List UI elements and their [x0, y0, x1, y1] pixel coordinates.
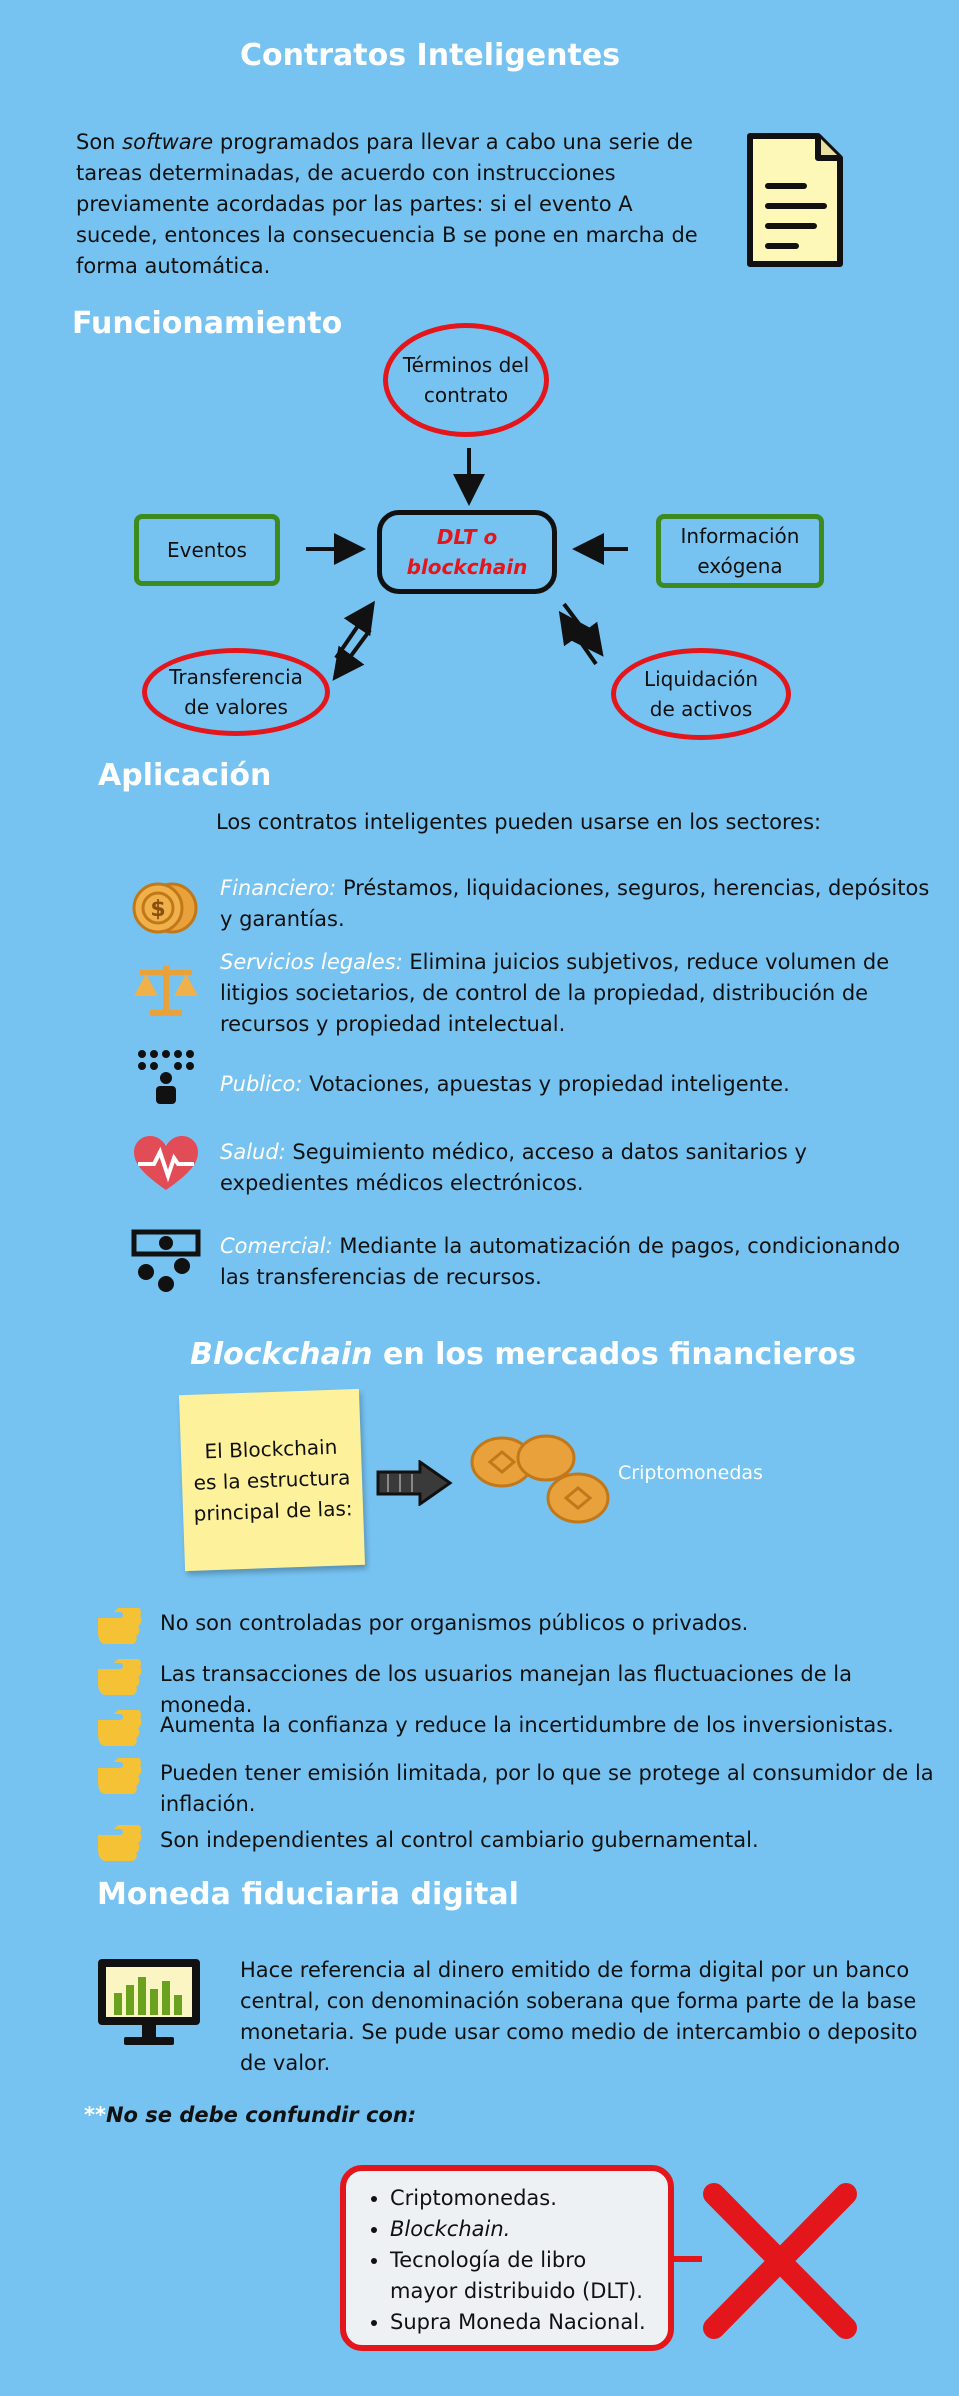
monitor-chart-icon [94, 1955, 204, 2049]
liquidacion-node: Liquidación de activos [611, 648, 791, 740]
funcionamiento-heading: Funcionamiento [72, 306, 343, 341]
fiduciaria-text: Hace referencia al dinero emitido de forma digital por un banco central, con denominación soberana que forma parte de la base monetaria. Se pude usar como medio de intercambio o deposito de valor. [240, 1958, 918, 2075]
page-title: Contratos Inteligentes [239, 38, 621, 73]
terms-node: Términos del contrato [383, 323, 549, 437]
sector-salud: Salud: Seguimiento médico, acceso a datos sanitarios y expedientes médicos electrónicos. [220, 1140, 807, 1195]
aplicacion-heading: Aplicación [98, 758, 272, 793]
sector-financiero: Financiero: Préstamos, liquidaciones, seguros, herencias, depósitos y garantías. [220, 876, 930, 931]
intro-italic: software [122, 130, 214, 154]
warning-line: **No se debe confundir con: [84, 2103, 417, 2127]
crypto-coins-icon [468, 1428, 616, 1528]
heart-pulse-icon [130, 1134, 202, 1194]
svg-text:$: $ [150, 897, 166, 922]
intro-paragraph: Son software programados para llevar a cabo una serie de tareas determinadas, de acuerdo con instrucciones previamente acordadas por las partes: si el evento A sucede, entonces la consecuencia B se pone en marcha de forma automática. [76, 130, 698, 278]
arrow-transfer-up [336, 614, 366, 658]
aplicacion-intro: Los contratos inteligentes pueden usarse en los sectores: [216, 810, 822, 834]
pointing-hand-icon [94, 1758, 142, 1794]
pointing-hand-icon [94, 1710, 142, 1746]
arrow-right-icon [374, 1460, 454, 1506]
confusion-list-box [340, 2165, 674, 2351]
list-item: • Criptomonedas. [390, 2183, 656, 2214]
cripto-label: Criptomonedas [618, 1462, 763, 1484]
list-item: • Tecnología de libro mayor distribuido (DLT). [390, 2245, 656, 2307]
transferencia-node: Transferencia de valores [142, 648, 330, 736]
flow-arrows [0, 0, 959, 760]
connector-line [674, 2256, 702, 2262]
list-item: • Blockchain. [390, 2214, 656, 2245]
fiduciaria-heading: Moneda fiduciaria digital [97, 1877, 519, 1912]
pointing-hand-icon [94, 1825, 142, 1861]
audience-icon [130, 1048, 202, 1108]
sector-comercial: Comercial: Mediante la automatización de pagos, condicionando las transferencias de recursos. [220, 1234, 901, 1289]
arrow-transfer-down [342, 630, 370, 668]
eventos-node: Eventos [134, 514, 280, 586]
list-item: • Supra Moneda Nacional. [390, 2307, 656, 2338]
pointing-hand-icon [94, 1659, 142, 1695]
sector-publico: Publico: Votaciones, apuestas y propiedad inteligente. [220, 1072, 790, 1096]
center-node: DLT o blockchain [377, 510, 557, 594]
mercados-heading: Blockchain en los mercados financieros [190, 1337, 857, 1372]
info-node: Información exógena [656, 514, 824, 588]
coins-icon [130, 878, 202, 938]
scales-icon [130, 960, 202, 1020]
sticky-note: El Blockchain es la estructura principal de las: [179, 1389, 365, 1571]
sector-legal: Servicios legales: Elimina juicios subjetivos, reduce volumen de litigios societarios, de control de la propiedad, distribución de recursos y propiedad intelectual. [220, 950, 890, 1036]
payment-icon [130, 1228, 202, 1296]
cross-x-icon [700, 2180, 860, 2342]
pointing-hand-icon [94, 1608, 142, 1644]
